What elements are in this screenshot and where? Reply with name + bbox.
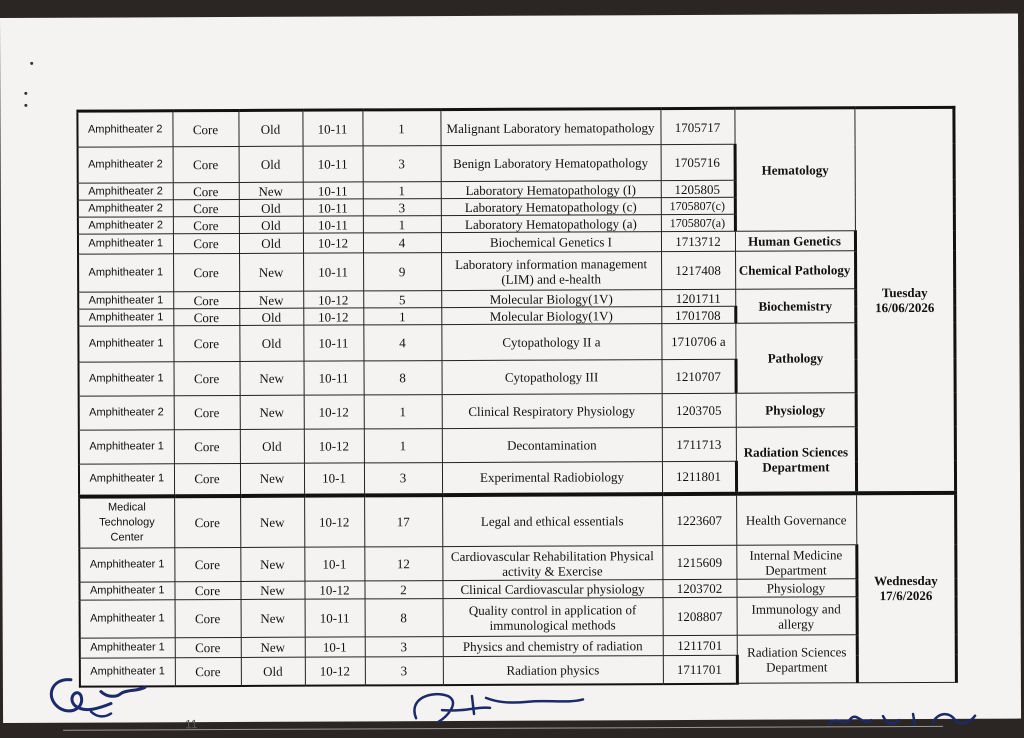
page-number: 11 [185, 717, 198, 732]
students-cell: 1 [363, 216, 441, 233]
time-cell: 10-11 [304, 361, 364, 395]
course-name-cell: Radiation physics [443, 656, 663, 685]
course-code-cell: 1710706 a [661, 323, 735, 359]
time-cell: 10-1 [304, 463, 364, 495]
time-cell: 10-11 [305, 599, 365, 637]
course-code-cell: 1211701 [663, 635, 737, 655]
students-cell: 3 [363, 199, 441, 216]
students-cell: 3 [364, 463, 442, 495]
status-cell: New [240, 495, 304, 547]
students-cell: 3 [365, 657, 443, 685]
course-code-cell: 1205805 [661, 180, 735, 197]
course-type-cell: Core [173, 325, 239, 361]
status-cell: Old [239, 146, 303, 182]
department-cell: Physiology [736, 393, 856, 428]
course-type-cell: Core [173, 216, 239, 233]
margin-marks [18, 58, 48, 118]
course-name-cell: Molecular Biology(1V) [441, 290, 661, 308]
signature-right [823, 704, 983, 735]
students-cell: 1 [363, 182, 441, 199]
students-cell: 8 [363, 361, 441, 395]
students-cell: 1 [364, 395, 442, 429]
course-name-cell: Laboratory information management (LIM) and e-health [441, 252, 661, 291]
course-code-cell: 1208807 [663, 597, 737, 635]
department-cell: Biochemistry [735, 289, 855, 324]
students-cell: 5 [363, 291, 441, 308]
hall-cell: Amphitheater 1 [78, 292, 173, 309]
students-cell: 3 [365, 637, 443, 657]
status-cell: Old [239, 199, 303, 216]
course-type-cell: Core [174, 463, 240, 495]
course-name-cell: Physics and chemistry of radiation [443, 636, 663, 657]
status-cell: Old [239, 325, 303, 361]
course-type-cell: Core [172, 110, 238, 146]
hall-cell: Amphitheater 1 [80, 600, 175, 638]
department-cell: Health Governance [736, 493, 856, 546]
hall-cell: Amphitheater 1 [79, 430, 174, 464]
time-cell: 10-1 [305, 637, 365, 657]
time-cell: 10-12 [303, 308, 363, 325]
department-cell: Immunology and allergy [737, 597, 857, 636]
department-cell: Physiology [736, 579, 856, 598]
status-cell: Old [239, 216, 303, 233]
table-row [78, 288, 954, 309]
course-name-cell: Decontamination [442, 428, 662, 463]
course-code-cell: 1705717 [660, 108, 734, 144]
course-name-cell: Legal and ethical essentials [442, 494, 662, 547]
hall-cell: Amphitheater 1 [78, 326, 173, 362]
table-row [78, 322, 954, 362]
table-row [79, 544, 955, 582]
hall-cell: Amphitheater 1 [79, 362, 174, 396]
status-cell: New [240, 463, 304, 495]
course-type-cell: Core [173, 253, 239, 291]
exam-schedule-table [76, 106, 957, 687]
status-cell: Old [239, 308, 303, 325]
time-cell: 10-1 [304, 547, 364, 581]
students-cell: 12 [364, 547, 442, 581]
status-cell: New [240, 581, 304, 599]
course-name-cell: Molecular Biology(1V) [441, 307, 661, 325]
time-cell: 10-11 [302, 110, 362, 146]
students-cell: 17 [364, 495, 442, 547]
status-cell: New [239, 291, 303, 308]
department-cell: Radiation Sciences Department [737, 635, 857, 684]
time-cell: 10-11 [303, 216, 363, 233]
course-name-cell: Quality control in application of immunological methods [443, 598, 663, 637]
hall-cell: Amphitheater 1 [79, 464, 174, 496]
course-code-cell: 1705807(a) [661, 214, 735, 231]
time-cell: 10-12 [304, 429, 364, 463]
course-type-cell: Core [173, 146, 239, 182]
time-cell: 10-11 [303, 182, 363, 199]
time-cell: 10-12 [303, 233, 363, 253]
course-name-cell: Cytopathology III [441, 360, 661, 395]
course-type-cell: Core [174, 429, 240, 463]
course-type-cell: Core [173, 182, 239, 199]
course-name-cell: Clinical Cardiovascular physiology [442, 580, 662, 599]
status-cell: New [239, 253, 303, 291]
hall-cell: Amphitheater 1 [80, 638, 175, 658]
course-code-cell: 1701708 [661, 306, 735, 323]
department-cell: Internal Medicine Department [736, 545, 856, 580]
status-cell: Old [238, 110, 302, 146]
hall-cell: Amphitheater 1 [79, 582, 174, 600]
course-code-cell: 1711713 [662, 427, 736, 461]
students-cell: 3 [363, 146, 441, 182]
course-name-cell: Clinical Respiratory Physiology [442, 394, 662, 429]
course-code-cell: 1223607 [662, 493, 736, 545]
time-cell: 10-11 [303, 146, 363, 182]
course-name-cell: Laboratory Hematopathology (I) [441, 181, 661, 199]
course-type-cell: Core [175, 657, 241, 685]
status-cell: New [241, 599, 305, 637]
document-page [0, 14, 1021, 732]
hall-cell: Amphitheater 2 [78, 183, 173, 200]
hall-cell: Amphitheater 1 [78, 309, 173, 326]
department-cell: Human Genetics [735, 231, 855, 252]
hall-cell: Medical Technology Center [79, 496, 174, 548]
status-cell: New [240, 547, 304, 581]
signature-left [41, 667, 161, 723]
course-code-cell: 1713712 [661, 231, 735, 251]
course-type-cell: Core [175, 637, 241, 657]
course-code-cell: 1203702 [662, 579, 736, 597]
status-cell: Old [239, 233, 303, 253]
course-type-cell: Core [174, 495, 240, 547]
department-cell: Hematology [734, 108, 855, 232]
course-name-cell: Laboratory Hematopathology (c) [441, 198, 661, 216]
course-name-cell: Experimental Radiobiology [442, 462, 662, 495]
table-row [79, 426, 955, 464]
time-cell: 10-11 [303, 199, 363, 216]
hall-cell: Amphitheater 2 [78, 147, 173, 183]
table-row [80, 596, 956, 638]
course-type-cell: Core [173, 291, 239, 308]
course-name-cell: Benign Laboratory Hematopathology [441, 145, 661, 182]
course-type-cell: Core [173, 233, 239, 253]
status-cell: New [240, 395, 304, 429]
time-cell: 10-11 [303, 325, 363, 361]
status-cell: New [241, 637, 305, 657]
department-cell: Radiation Sciences Department [736, 427, 856, 494]
table-row [79, 392, 955, 430]
course-code-cell: 1705807(c) [661, 197, 735, 214]
hall-cell: Amphitheater 2 [78, 217, 173, 234]
department-cell: Chemical Pathology [735, 251, 855, 290]
students-cell: 4 [363, 233, 441, 253]
signature-center [408, 687, 588, 728]
department-cell: Pathology [735, 323, 855, 394]
table-row [78, 250, 954, 292]
students-cell: 9 [363, 253, 441, 291]
time-cell: 10-12 [304, 495, 364, 547]
day-date-cell: Wednesday 17/6/2026 [856, 492, 956, 682]
students-cell: 8 [365, 599, 443, 637]
time-cell: 10-12 [304, 395, 364, 429]
course-code-cell: 1203705 [662, 393, 736, 427]
time-cell: 10-12 [305, 657, 365, 685]
course-code-cell: 1201711 [661, 289, 735, 306]
course-type-cell: Core [175, 599, 241, 637]
status-cell: Old [241, 657, 305, 685]
time-cell: 10-12 [303, 291, 363, 308]
hall-cell: Amphitheater 1 [80, 658, 175, 686]
status-cell: Old [240, 429, 304, 463]
status-cell: New [239, 182, 303, 199]
course-type-cell: Core [174, 547, 240, 581]
course-code-cell: 1211801 [662, 461, 736, 493]
course-code-cell: 1705716 [661, 144, 735, 180]
students-cell: 2 [364, 581, 442, 599]
course-code-cell: 1210707 [661, 359, 735, 393]
hall-cell: Amphitheater 1 [79, 548, 174, 582]
students-cell: 1 [363, 308, 441, 325]
hall-cell: Amphitheater 2 [77, 111, 172, 147]
course-name-cell: Cytopathology II a [441, 324, 661, 361]
table-row [79, 492, 955, 548]
hall-cell: Amphitheater 2 [78, 200, 173, 217]
course-code-cell: 1215609 [662, 545, 736, 579]
time-cell: 10-11 [303, 253, 363, 291]
students-cell: 1 [362, 110, 440, 146]
course-name-cell: Cardiovascular Rehabilitation Physical activity & Exercise [442, 546, 662, 581]
table-row [80, 634, 956, 658]
students-cell: 1 [364, 429, 442, 463]
day-date-cell: Tuesday 16/06/2026 [854, 107, 955, 492]
hall-cell: Amphitheater 1 [78, 234, 173, 254]
status-cell: New [240, 361, 304, 395]
course-code-cell: 1711701 [663, 655, 737, 683]
course-type-cell: Core [174, 361, 240, 395]
course-code-cell: 1217408 [661, 251, 735, 289]
course-name-cell: Malignant Laboratory hematopathology [440, 109, 660, 146]
hall-cell: Amphitheater 1 [78, 254, 173, 292]
table-row [77, 107, 953, 147]
course-type-cell: Core [174, 581, 240, 599]
course-type-cell: Core [173, 308, 239, 325]
course-name-cell: Biochemical Genetics I [441, 232, 661, 253]
course-type-cell: Core [173, 199, 239, 216]
hall-cell: Amphitheater 2 [79, 396, 174, 430]
course-type-cell: Core [174, 395, 240, 429]
time-cell: 10-12 [304, 581, 364, 599]
students-cell: 4 [363, 325, 441, 361]
course-name-cell: Laboratory Hematopathology (a) [441, 215, 661, 233]
